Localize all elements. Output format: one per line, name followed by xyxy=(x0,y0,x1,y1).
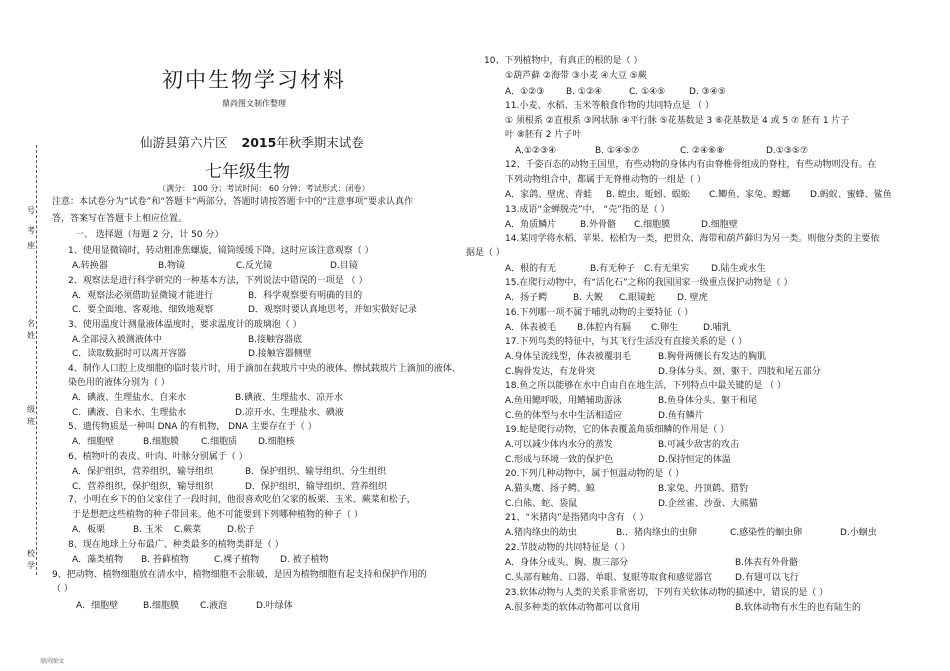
exam-year: 2015 xyxy=(241,135,277,150)
option: C.卵生 xyxy=(651,323,679,333)
option: A.转换器 xyxy=(72,261,108,271)
option: B. ①④⑤⑦ xyxy=(595,146,640,156)
option: B.物镜 xyxy=(158,261,186,271)
option: D.企丝雀、沙蚕、大熊猫 xyxy=(658,499,758,509)
question-stem: 12、千姿百态的动物王国里，有些动物的身体内有由脊椎骨组成的脊柱，有些动物则没有。在 xyxy=(505,160,877,170)
option: A.身体呈流线型，体表被覆羽毛 xyxy=(505,352,631,362)
option: D.细胞壁 xyxy=(701,220,738,230)
side-label-exam: 考 xyxy=(27,226,35,235)
notice-line-1: 注意：本试卷分为“试卷”和“答题卡”两部分，答题时请按答题卡中的“注意事项”要求认真作 xyxy=(52,197,413,207)
question-stem: 23.软体动物与人类的关系非常密切，下列有关软体动物的描述中，错误的是（ ） xyxy=(505,588,829,598)
exam-title xyxy=(140,133,364,151)
option: D.保持恒定的体温 xyxy=(658,455,731,465)
option: C.蕨菜 xyxy=(174,525,202,535)
side-label-class: 级 xyxy=(27,405,35,414)
side-label-school2: 学 xyxy=(27,561,35,570)
option: C.液泡 xyxy=(200,601,228,611)
question-stem: 9、把动物、植物细胞放在清水中，植物细胞不会胀破，是因为植物细胞有起支持和保护作用的 xyxy=(52,570,427,580)
option: A．保护组织，营养组织，输导组织 xyxy=(72,467,214,477)
question-stem-cont: 叶 ⑧胚有 2 片子叶 xyxy=(505,130,582,140)
question-stem: 5、遗传物质是一种叫 DNA 的有机物， DNA 主要存在于（ ） xyxy=(68,422,317,432)
question-stem-cont: ① 须根系 ②直根系 ③网状脉 ④平行脉 ⑤花基数是 3 ⑥花基数是 4 或 5 ⑦ 胚有 1 片子 xyxy=(505,116,850,126)
option: C. ②④⑥⑧ xyxy=(680,146,725,156)
side-label-seat: 座 xyxy=(27,241,35,250)
option: B.碘液、生理盐水、凉开水 xyxy=(235,393,344,403)
option: A．观察法必须借助显微镜才能进行 xyxy=(72,291,214,301)
option: B. 蝗虫、蚯蚓、蜈蚣 xyxy=(606,190,690,200)
option: A.很多种类的软体动物都可以食用 xyxy=(505,603,640,613)
option: B.鱼身体分头、躯干和尾 xyxy=(658,396,758,406)
question-stem-cont: （ ） xyxy=(52,584,73,594)
option: A．根的有无 xyxy=(505,264,557,274)
side-label-school: 校 xyxy=(27,549,35,558)
notice-line-2: 答，答案写在答题卡上相应位置。 xyxy=(52,214,188,224)
option: D.①③⑤⑦ xyxy=(766,146,809,156)
question-stem: 16.下列哪一项不属于哺乳动物的主要特征（ ） xyxy=(505,308,694,318)
option: D.目镜 xyxy=(330,261,358,271)
option: A．体表被毛 xyxy=(505,323,557,333)
grade-title: 七年级生物 xyxy=(205,162,290,182)
option: D.身体分头、颈、躯干、四肢和尾五部分 xyxy=(658,367,821,377)
option: C.鲫鱼、家兔、螳螂 xyxy=(709,190,791,200)
footer-text: 鼎尚图文 xyxy=(40,658,65,665)
option: C.细胞质 xyxy=(201,437,238,447)
side-label-name2: 姓 xyxy=(27,331,35,340)
option: A．藻类植物 xyxy=(72,555,124,565)
option: A.猪肉绦虫的幼虫 xyxy=(505,528,577,538)
question-stem: 1、使用显微镜时，转动粗准焦螺旋，镜筒缓缓下降，这时应该注意观察（ ） xyxy=(68,246,374,256)
option: D.接触容器侧壁 xyxy=(248,349,312,359)
option: B. 苔藓植物 xyxy=(141,555,189,565)
producer-line: 鼎尚图文制作整理 xyxy=(222,99,286,108)
option: A．碘液、生理盐水、自来水 xyxy=(72,393,187,403)
option: B.接触容器底 xyxy=(248,335,303,345)
question-stem-cont: 于是想把这些植物的种子带回来。他不可能要到下列哪种植物的种子（ ） xyxy=(72,510,363,520)
question-stem: 13.成语“金蝉脱壳”中， “壳”指的是（ ） xyxy=(505,205,670,215)
option: C.眼镜蛇 xyxy=(619,293,656,303)
section-title: 一、 选择题（每题 2 分，计 50 分） xyxy=(75,230,224,240)
option: B．科学观察要有明确的目的 xyxy=(248,291,363,301)
option: C.有无果实 xyxy=(644,264,690,274)
question-stem: 2、观察法是进行科学研究的一种基本方法，下列说法中错误的一项是 （ ） xyxy=(68,276,368,286)
option: D.陆生或水生 xyxy=(711,264,766,274)
option: B.可减少敌害的攻击 xyxy=(658,440,740,450)
question-stem: 10、下列植物中，有真正的根的是（ ） xyxy=(484,56,643,66)
question-stem: 3、使用温度计测量液体温度时，要求温度计的玻璃泡（ ） xyxy=(68,320,302,330)
doc-title: 初中生物学习材料 xyxy=(162,68,346,92)
question-stem: 4、制作人口腔上皮细胞的临时装片时，用于滴加在载玻片中央的液体、擦拭载玻片上滴加的液体、 xyxy=(68,364,461,374)
question-stem: 6、植物叶的表皮、叶肉、叶脉分别属于（ ） xyxy=(68,452,248,462)
option: B. 玉米 xyxy=(133,525,163,535)
option: C.头部有触角、口器、单眼、复眼等取食和感觉器官 xyxy=(505,573,713,583)
option: A.全部浸入被测液体中 xyxy=(72,335,162,345)
option: D.有翅可以飞行 xyxy=(735,573,799,583)
exam-title-prefix: 仙游县第六片区 xyxy=(140,135,228,150)
question-stem: 19.蛇是爬行动物，它的体表覆盖角质细鳞的作用是（ ） xyxy=(505,425,730,435)
option: B. 大鲵 xyxy=(573,293,603,303)
option: C．碘液、自来水、生理盐水 xyxy=(72,408,187,418)
option: C.感染性的蛔虫卵 xyxy=(730,528,803,538)
option: C．要全面地、客观地、细致地观察 xyxy=(72,305,214,315)
option: A．细胞壁 xyxy=(72,437,115,447)
option: A．身体分成头、胸、腹三部分 xyxy=(505,558,629,568)
option: A.猫头鹰、扬子鳄、鲸 xyxy=(505,484,595,494)
option: D. 壁虎 xyxy=(677,293,708,303)
exam-info: （满分： 100 分；考试时间： 60 分钟；考试形式：闭卷） xyxy=(158,184,370,193)
option: D.细胞核 xyxy=(258,437,295,447)
option: B.软体动物有水生的也有陆生的 xyxy=(735,603,862,613)
option: A．①②③ xyxy=(505,87,545,97)
option: D. 被子植物 xyxy=(280,555,329,565)
question-stem: 21、“米猪肉”是指猪肉中含有 （ ） xyxy=(505,513,649,523)
exam-title-suffix: 年秋季期末试卷 xyxy=(276,135,364,150)
question-stem: 22.节肢动物的共同特征是（ ） xyxy=(505,543,631,553)
option: B．保护组织、输导组织、分生组织 xyxy=(245,467,387,477)
question-stem: 18.鱼之所以能够在水中自由自在地生活，下列特点中最关键的是 （ ） xyxy=(505,381,787,391)
option: A．板栗 xyxy=(72,525,106,535)
option: A.可以减少体内水分的蒸发 xyxy=(505,440,613,450)
question-stem: 14.某同学将水稻、苹果、松柏为一类，把贯众、海带和葫芦藓归为另一类。则他分类的主要依 xyxy=(505,234,880,244)
option: D. ③④⑤ xyxy=(689,87,726,97)
option: C.鱼的体型与水中生活相适应 xyxy=(505,411,623,421)
option: D.叶绿体 xyxy=(256,601,293,611)
option: C．读取数据时可以离开容器 xyxy=(72,349,187,359)
binding-line xyxy=(36,145,37,575)
option: A．扬子鳄 xyxy=(505,293,548,303)
question-stem-cont: 据是（ ） xyxy=(466,248,505,258)
option: B.家兔、丹顶鹤、猎豹 xyxy=(658,484,749,494)
option: C. ①④⑤ xyxy=(629,87,666,97)
option: B. ①②④ xyxy=(566,87,603,97)
option: A．角质鳞片 xyxy=(505,220,557,230)
option: B.．猪肉绦虫的虫卵 xyxy=(616,528,698,538)
option: C.反光镜 xyxy=(236,261,273,271)
option: C.胸骨发达，有龙骨突 xyxy=(505,367,596,377)
option: D.鱼有鳞片 xyxy=(658,411,704,421)
question-stem: 11.小麦、水稻、玉米等粮食作物的共同特点是 （ ） xyxy=(505,101,715,111)
option: D.蚂蚁、蜜蜂、鲨鱼 xyxy=(810,190,892,200)
question-stem: 20.下列几种动物中，属于恒温动物的是（ ） xyxy=(505,469,685,479)
option: A．细胞壁 xyxy=(76,601,119,611)
option: D.哺乳 xyxy=(703,323,731,333)
option: B.细胞膜 xyxy=(143,437,180,447)
option: C.形成与环境一致的保护色 xyxy=(505,455,614,465)
question-stem-cont: 染色用的液体分别为（ ） xyxy=(68,378,170,388)
option: D．保护组织，输导组织、营养组织 xyxy=(245,482,387,492)
option: C．营养组织，保护组织，输导组织 xyxy=(72,482,214,492)
option: B.细胞膜 xyxy=(143,601,180,611)
side-label-name: 名 xyxy=(27,319,35,328)
option: D.凉开水、生理盐水、碘液 xyxy=(235,408,344,418)
option: A.①②③④ xyxy=(515,146,557,156)
option: D．观察时要认真地思考，并如实做好记录 xyxy=(248,305,417,315)
option: B.胸骨两侧长有发达的胸肌 xyxy=(658,352,767,362)
option: B.体表有外骨骼 xyxy=(735,558,799,568)
option: C.裸子植物 xyxy=(214,555,260,565)
side-label-class2: 班 xyxy=(27,417,35,426)
question-stem: 8、现在地球上分布最广、种类最多的植物类群是（ ） xyxy=(68,540,284,550)
option: A.鱼用鳃呼吸，用鳍辅助游泳 xyxy=(505,396,622,406)
option: D.小蛔虫 xyxy=(840,528,877,538)
side-label-number: 号 xyxy=(27,206,35,215)
option: B.外骨骼 xyxy=(580,220,617,230)
option: B.体腔内有膈 xyxy=(577,323,632,333)
question-stem: 7、小明在乡下的伯父家住了一段时间，他很喜欢吃伯父家的板栗、玉米、蕨菜和松子， xyxy=(68,495,416,505)
option: B.有无种子 xyxy=(590,264,636,274)
option: C.细胞膜 xyxy=(634,220,671,230)
question-stem: 17.下列鸟类的特征中，与其飞行生活没有直接关系的是（ ） xyxy=(505,337,748,347)
option: D.松子 xyxy=(227,525,255,535)
question-stem-cont: ①葫芦藓 ②海带 ③小麦 ④大豆 ⑤蕨 xyxy=(505,71,647,81)
question-stem: 15.在爬行动物中，有“活化石”之称的我国国家一级重点保护动物是（ ） xyxy=(505,278,793,288)
question-stem-cont: 下列动物组合中，都属于无脊椎动物的一组是（ ） xyxy=(505,175,706,185)
option: C.白熊、蛇、袋鼠 xyxy=(505,499,578,509)
option: A．家鸽、壁虎、青蛙 xyxy=(505,190,593,200)
